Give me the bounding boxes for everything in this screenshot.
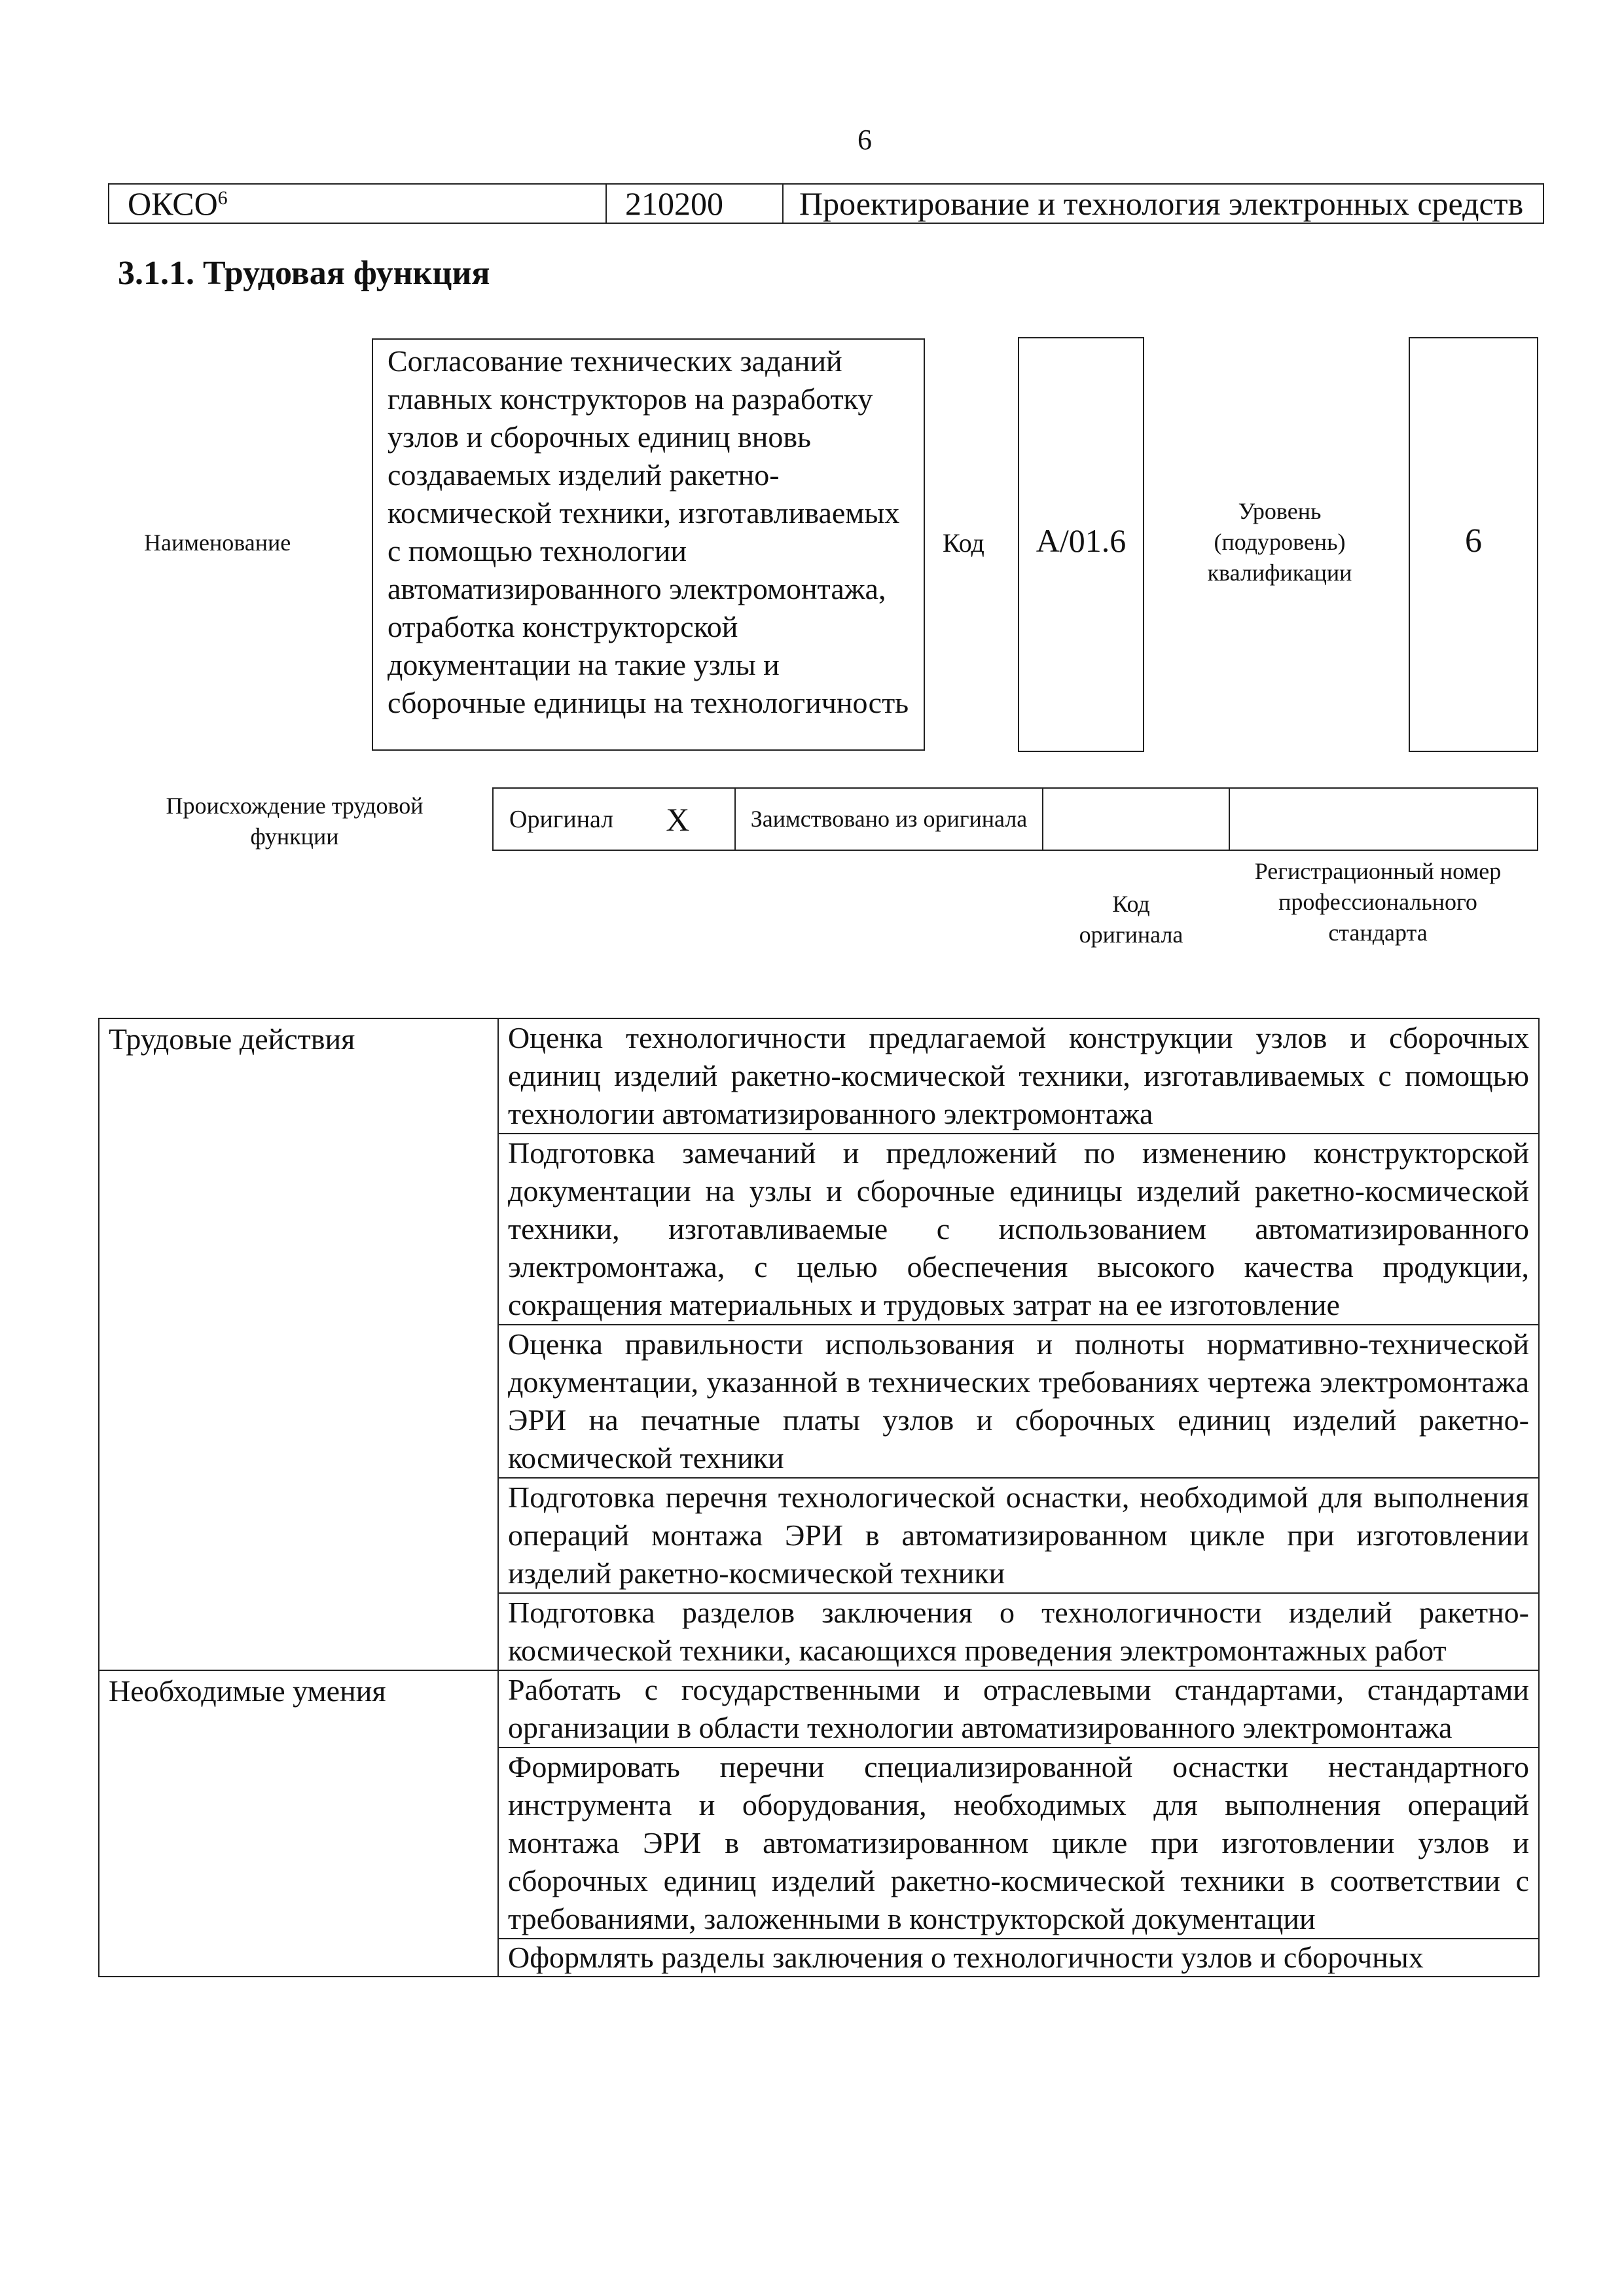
okso-label-cell (109, 185, 607, 223)
origin-label: Происхождение трудовой функции (166, 793, 424, 850)
table-cell: Оформлять разделы заключения о технологичности узлов и сборочных (498, 1939, 1539, 1977)
original-label: Оригинал (509, 805, 614, 833)
table-cell: Оценка технологичности предлагаемой конструкции узлов и сборочных единиц изделий ракетно-космической техники, изготавливаемых с помощью технологии автоматизированного электромонтажа (498, 1018, 1539, 1134)
function-code-box: A/01.6 (1018, 337, 1144, 752)
okso-label: ОКСО (128, 185, 218, 222)
table-cell: Подготовка замечаний и предложений по изменению конструкторской документации на узлы и сборочные единицы изделий ракетно-космической техники, изготавливаемые с использованием автоматизированного электромонтажа, с целью обеспечения высокого качества продукции, сокращения материальных и трудовых затрат на ее изготовление (498, 1134, 1539, 1325)
row-heading: Трудовые действия (99, 1018, 498, 1670)
okso-code: 210200 (607, 185, 784, 223)
table-cell: Оценка правильности использования и полноты нормативно-технической документации, указанной в технических требованиях чертежа электромонтажа ЭРИ на печатные платы узлов и сборочных единиц изделий ракетно-космической техники (498, 1325, 1539, 1478)
code-original-label: Код оригинала (1079, 891, 1183, 948)
functions-table (98, 1018, 1540, 1977)
page-number: 6 (857, 124, 872, 156)
reg-number-label: Регистрационный номер профессионального стандарта (1254, 858, 1502, 946)
table-cell: Подготовка разделов заключения о технологичности изделий ракетно-космической техники, касающихся проведения электромонтажных работ (498, 1593, 1539, 1670)
code-label: Код (943, 528, 984, 558)
table-cell: Подготовка перечня технологической оснастки, необходимой для выполнения операций монтажа ЭРИ в автоматизированном цикле при изготовлении изделий ракетно-космической техники (498, 1478, 1539, 1593)
name-label: Наименование (144, 529, 291, 556)
borrowed-label: Заимствовано из оригинала (736, 789, 1043, 850)
function-name-box: Согласование технических заданий главных конструкторов на разработку узлов и сборочных единиц вновь создаваемых изделий ракетно-космической техники, изготавливаемых с помощью технологии автоматизированного электромонтажа, отработка конструкторской документации на такие узлы и сборочные единицы на технологичность (372, 338, 925, 751)
table-row (99, 1670, 1539, 1748)
table-cell: Формировать перечни специализированной оснастки нестандартного инструмента и оборудования, необходимых для выполнения операций монтажа ЭРИ в автоматизированном цикле при изготовлении узлов и сборочных единиц изделий ракетно-космической техники в соответствии с требованиями, заложенными в конструкторской документации (498, 1748, 1539, 1939)
level-value-box: 6 (1409, 337, 1538, 752)
okso-row (108, 183, 1544, 224)
row-heading: Необходимые умения (99, 1670, 498, 1977)
okso-footnote: 6 (217, 187, 228, 209)
okso-title: Проектирование и технология электронных средств (799, 185, 1524, 222)
original-cell (494, 789, 736, 850)
original-mark: X (666, 800, 690, 838)
origin-box (492, 787, 1538, 851)
reg-number-cell (1230, 789, 1537, 850)
section-title: 3.1.1. Трудовая функция (118, 255, 490, 292)
table-cell: Работать с государственными и отраслевыми стандартами, стандартами организации в области технологии автоматизированного электромонтажа (498, 1670, 1539, 1748)
level-label: Уровень (подуровень) квалификации (1207, 498, 1352, 586)
code-original-cell (1043, 789, 1230, 850)
table-row (99, 1018, 1539, 1134)
